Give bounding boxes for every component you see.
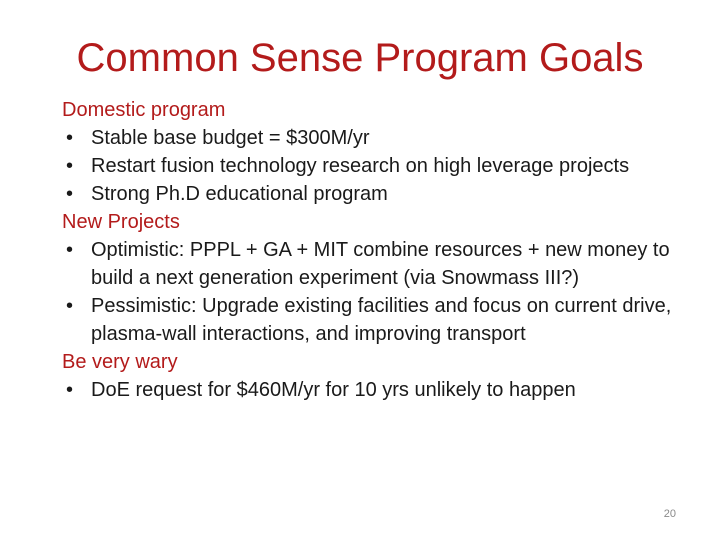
bullet-marker: • — [66, 295, 74, 317]
bullet-item — [66, 124, 702, 152]
bullet-item — [66, 236, 702, 292]
section-heading-be-very-wary: Be very wary — [62, 351, 178, 373]
page-number: 20 — [663, 508, 676, 520]
slide-body — [62, 96, 702, 404]
bullet-item — [66, 376, 702, 404]
bullet-text: Strong Ph.D educational program — [91, 183, 388, 205]
bullet-marker: • — [66, 183, 74, 205]
bullet-text: Pessimistic: Upgrade existing facilities and focus on current drive, plasma-wall interactions, and improving transport — [91, 295, 672, 345]
bullet-marker: • — [66, 127, 74, 149]
bullet-text: Restart fusion technology research on high leverage projects — [91, 155, 630, 177]
bullet-marker: • — [66, 239, 74, 261]
section-heading-new-projects: New Projects — [62, 211, 180, 233]
bullet-item — [66, 152, 702, 180]
bullet-item — [66, 292, 702, 348]
section-heading-domestic: Domestic program — [62, 99, 226, 121]
bullet-marker: • — [66, 379, 74, 401]
slide-title: Common Sense Program Goals — [76, 36, 644, 80]
bullet-text: Optimistic: PPPL + GA + MIT combine resources + new money to build a next generation experiment (via Snowmass III?) — [91, 239, 670, 289]
bullet-marker: • — [66, 155, 74, 177]
bullet-text: DoE request for $460M/yr for 10 yrs unlikely to happen — [91, 379, 576, 401]
bullet-item — [66, 180, 702, 208]
bullet-text: Stable base budget = $300M/yr — [91, 127, 370, 149]
